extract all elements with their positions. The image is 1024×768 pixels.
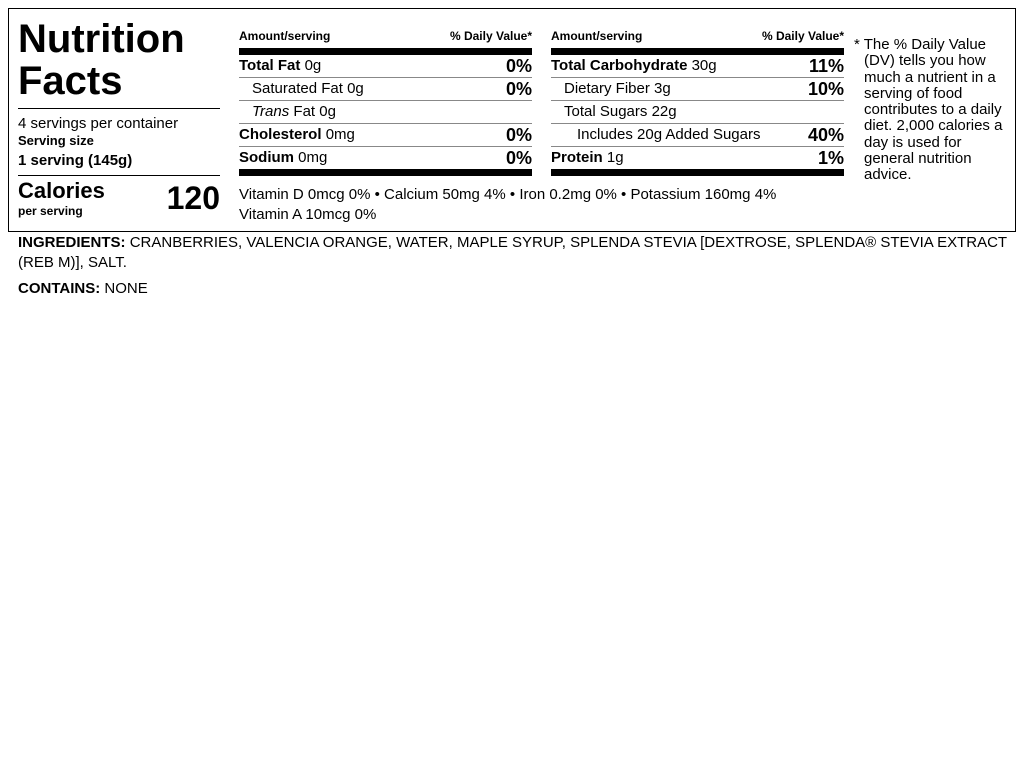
nutrient-dv: 0% (505, 125, 532, 145)
nutrition-facts-label (8, 8, 1016, 232)
nutrient-row-protein (551, 147, 844, 169)
nutrient-amount: 0mg (298, 149, 328, 166)
nutrient-name: Protein (551, 149, 603, 166)
nutrient-name: Cholesterol (239, 126, 322, 143)
nutrient-row-dietary-fiber (551, 78, 844, 101)
nutrient-amount: 22g (651, 103, 677, 120)
nutrient-row-total-sugars (551, 101, 844, 124)
ingredients-label: INGREDIENTS: (18, 234, 126, 251)
nutrient-amount: 1g (606, 149, 624, 166)
nutrient-amount: 0g (319, 103, 336, 120)
nutrient-dv: 40% (807, 125, 844, 145)
nutrient-amount: 0g (304, 57, 322, 74)
nutrient-name-rest: Fat (293, 103, 316, 120)
nutrient-name: Total Carbohydrate (551, 57, 688, 74)
nutrient-row-total-carbohydrate (551, 55, 844, 78)
nutrient-dv: 11% (808, 56, 844, 76)
thick-rule (551, 48, 844, 55)
serving-size-label: Serving size (18, 133, 94, 148)
nutrient-row-sodium (239, 147, 532, 169)
nutrient-dv: 1% (817, 148, 844, 168)
calories-sub-label: per serving (18, 204, 83, 218)
nutrient-name: Trans (252, 103, 290, 120)
calories-label: Calories (18, 178, 105, 203)
divider (18, 108, 220, 109)
column-header (551, 29, 844, 47)
title-line-1: Nutrition (18, 17, 185, 61)
serving-size-value: 1 serving (145g) (18, 152, 133, 169)
nutrient-amount: 3g (654, 80, 671, 97)
nutrient-dv: 0% (505, 79, 532, 99)
nutrient-dv: 10% (807, 79, 844, 99)
thick-rule (239, 169, 532, 176)
nutrients-column-1 (239, 29, 532, 176)
dv-header: % Daily Value* (449, 29, 532, 43)
title-line-2: Facts (18, 59, 123, 103)
nutrient-name: Sodium (239, 149, 294, 166)
nutrient-name: Dietary Fiber (564, 80, 650, 97)
nutrient-row-saturated-fat (239, 78, 532, 101)
daily-value-footnote: * The % Daily Value (DV) tells you how much a nutrient in a serving of food contributes to a daily diet. 2,000 calories a day is used for general nutrition advice. (854, 36, 1003, 184)
calories-value: 120 (166, 180, 220, 216)
vitamins-line-1: Vitamin D 0mcg 0% • Calcium 50mg 4% • Iron 0.2mg 0% • Potassium 160mg 4% (239, 186, 777, 203)
nutrient-name: Total Fat (239, 57, 301, 74)
nutrient-amount: 0g (347, 80, 364, 97)
calories-row (18, 176, 220, 222)
nutrient-name: Includes 20g Added Sugars (577, 126, 761, 143)
vitamins-line-2: Vitamin A 10mcg 0% (239, 206, 377, 223)
column-header (239, 29, 532, 47)
vitamins-minerals (239, 185, 849, 225)
dv-header: % Daily Value* (761, 29, 844, 43)
servings-per-container: 4 servings per container (18, 115, 179, 132)
nutrient-name: Total Sugars (564, 103, 648, 120)
nutrient-amount: 0mg (325, 126, 355, 143)
ingredients-text: CRANBERRIES, VALENCIA ORANGE, WATER, MAPLE SYRUP, SPLENDA STEVIA [DEXTROSE, SPLENDA® STEVIA EXTRACT (REB M)], SALT. (18, 234, 1007, 271)
nutrient-amount: 30g (691, 57, 717, 74)
label-title (18, 18, 220, 102)
allergens (18, 279, 148, 299)
nutrient-row-cholesterol (239, 124, 532, 147)
label-left-panel (18, 9, 220, 222)
contains-text: NONE (104, 280, 148, 297)
nutrients-column-2 (551, 29, 844, 176)
nutrient-row-total-fat (239, 55, 532, 78)
nutrient-row-trans-fat (239, 101, 532, 124)
ingredients (18, 233, 1018, 273)
contains-label: CONTAINS: (18, 280, 101, 297)
nutrient-name: Saturated Fat (252, 80, 343, 97)
amount-header: Amount/serving (239, 29, 331, 43)
nutrient-row-added-sugars (551, 124, 844, 147)
thick-rule (239, 48, 532, 55)
nutrient-dv: 0% (505, 148, 532, 168)
amount-header: Amount/serving (551, 29, 643, 43)
nutrient-dv: 0% (505, 56, 532, 76)
thick-rule (551, 169, 844, 176)
